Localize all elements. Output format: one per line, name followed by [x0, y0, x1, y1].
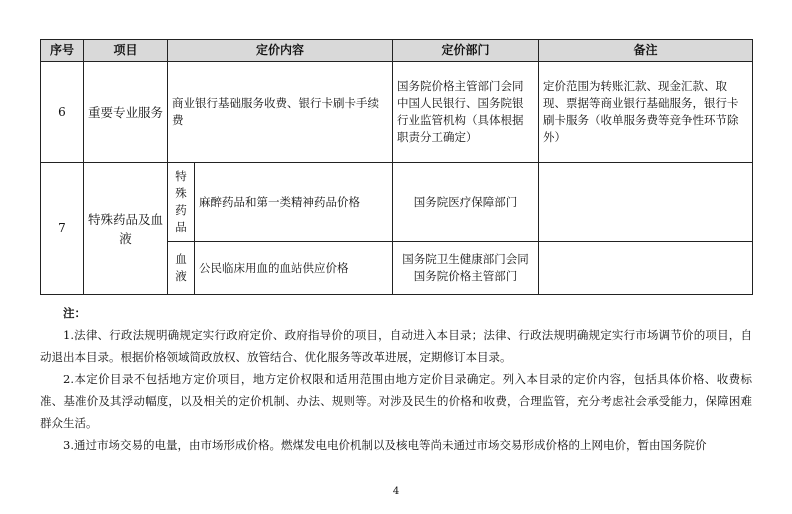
table-row: [41, 62, 753, 163]
row6-pricing-department: 国务院价格主管部门会同中国人民银行、国务院银行业监管机构（具体根据职责分工确定）: [393, 62, 539, 163]
note-item-1: 1.法律、行政法规明确规定实行政府定价、政府指导价的项目，自动进入本目录；法律、行政法规明确规定实行市场调节价的项目，自动退出本目录。根据价格领域简政放权、放管结合、优化服务等改革进展，定期修订本目录。: [40, 328, 752, 364]
row7-serial-no: 7: [41, 163, 84, 295]
header-remarks: 备注: [539, 40, 753, 62]
header-pricing-content: 定价内容: [168, 40, 393, 62]
row7-sub2-pricing-content: 公民临床用血的血站供应价格: [195, 242, 393, 295]
header-pricing-department: 定价部门: [393, 40, 539, 62]
table-header-row: [41, 40, 753, 62]
row6-pricing-content: 商业银行基础服务收费、银行卡刷卡手续费: [168, 62, 393, 163]
row7-sub1-pricing-content: 麻醉药品和第一类精神药品价格: [195, 163, 393, 242]
table-row: [41, 163, 753, 242]
row7-sub2-remarks: [539, 242, 753, 295]
row6-item: 重要专业服务: [84, 62, 168, 163]
row7-sub1-remarks: [539, 163, 753, 242]
note-item-3: 3.通过市场交易的电量，由市场形成价格。燃煤发电电价机制以及核电等尚未通过市场交易形成价格的上网电价，暂由国务院价: [63, 438, 707, 452]
note-item-2: 2.本定价目录不包括地方定价项目，地方定价权限和适用范围由地方定价目录确定。列入本目录的定价内容，包括具体价格、收费标准、基准价及其浮动幅度，以及相关的定价机制、办法、规则等。对涉及民生的价格和收费，合理监管，充分考虑社会承受能力，保障困难群众生活。: [40, 372, 752, 430]
row7-item: 特殊药品及血液: [84, 163, 168, 295]
row7-sub1-pricing-department: 国务院医疗保障部门: [393, 163, 539, 242]
header-serial-no: 序号: [41, 40, 84, 62]
header-item: 项目: [84, 40, 168, 62]
pricing-catalog-table: [40, 39, 753, 295]
page-number: 4: [392, 486, 400, 497]
row6-serial-no: 6: [41, 62, 84, 163]
notes-title: 注：: [63, 306, 86, 320]
notes-section: [40, 302, 752, 456]
row7-sub2-pricing-department: 国务院卫生健康部门会同国务院价格主管部门: [393, 242, 539, 295]
row7-sub2-category: 血液: [168, 242, 195, 295]
row7-sub1-category: 特殊药品: [168, 163, 195, 242]
row6-remarks: 定价范围为转账汇款、现金汇款、取现、票据等商业银行基础服务，银行卡刷卡服务（收单服务费等竞争性环节除外）: [539, 62, 753, 163]
